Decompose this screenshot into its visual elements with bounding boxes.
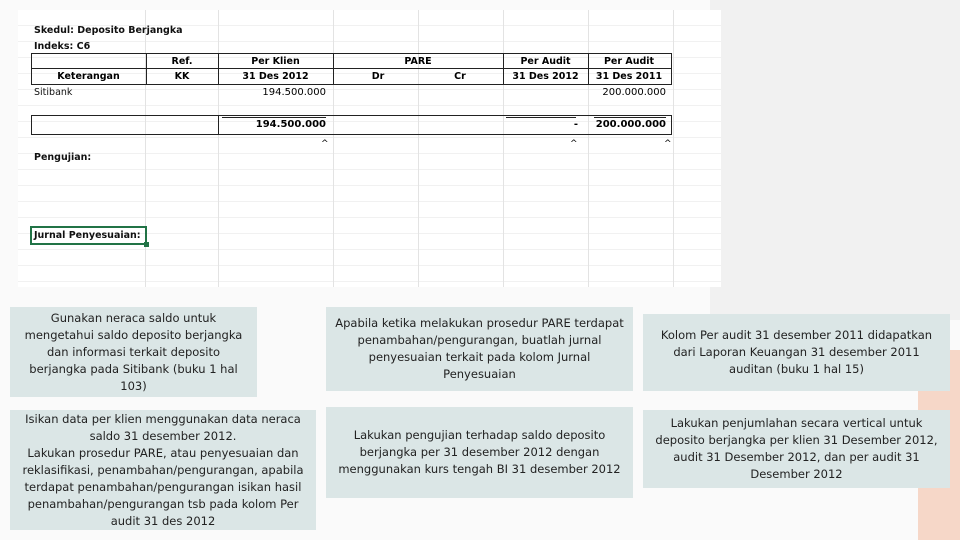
sum-line (222, 117, 326, 118)
instruction-card-5: Lakukan pengujian terhadap saldo deposito berjangka per 31 desember 2012 dengan menggunakan kurs tengah BI 31 desember 2012 (326, 407, 633, 498)
header-cr: Cr (454, 71, 466, 82)
gridline (333, 10, 334, 287)
total-per-klien: 194.500.000 (255, 119, 326, 130)
row-label-sitibank: Sitibank (34, 87, 73, 98)
header-divider (31, 68, 671, 69)
header-pare: PARE (404, 56, 432, 67)
gridline (673, 10, 674, 287)
sum-line (594, 117, 666, 118)
header-ref: Ref. (171, 56, 193, 67)
header-per-audit-2011: Per Audit (603, 56, 655, 67)
spreadsheet-screenshot (18, 10, 721, 287)
decor-top-right (710, 0, 960, 320)
gridline (418, 10, 419, 287)
header-per-audit-2012: Per Audit (520, 56, 571, 67)
total-per-audit-2012: - (573, 119, 578, 130)
header-per-klien: Per Klien (251, 56, 300, 67)
gridline (503, 10, 504, 287)
header-kk: KK (174, 71, 190, 82)
instruction-card-4: Isikan data per klien menggunakan data neraca saldo 31 desember 2012. Lakukan prosedur PARE, atau penyesuaian dan reklasifikasi, penambahan/pengurangan, apabila terdapat penambahan/pengurangan isikan hasil penambahan/pengurangan tsb pada kolom Per audit 31 des 2012 (10, 410, 316, 530)
tick-mark: ^ (664, 139, 672, 149)
tick-mark: ^ (570, 139, 578, 149)
tick-mark: ^ (321, 139, 329, 149)
jurnal-label: Jurnal Penyesuaian: (34, 230, 141, 241)
header-keterangan: Keterangan (57, 71, 120, 82)
header-per-klien-date: 31 Des 2012 (242, 71, 309, 82)
instruction-card-1: Gunakan neraca saldo untuk mengetahui saldo deposito berjangka dan informasi terkait deposito berjangka pada Sitibank (buku 1 hal 103) (10, 307, 257, 397)
instruction-card-6: Lakukan penjumlahan secara vertical untuk deposito berjangka per klien 31 Desember 2012, audit 31 Desember 2012, dan per audit 31 Desember 2012 (643, 410, 950, 488)
header-dr: Dr (371, 71, 385, 82)
cell-per-audit-2011: 200.000.000 (602, 87, 666, 98)
header-per-audit-2012-date: 31 Des 2012 (512, 71, 579, 82)
total-per-audit-2011: 200.000.000 (595, 119, 666, 130)
col-border (218, 115, 219, 135)
gridline (588, 10, 589, 287)
pengujian-label: Pengujian: (34, 152, 92, 163)
cell-per-klien: 194.500.000 (262, 87, 326, 98)
sheet-index: Indeks: C6 (34, 41, 91, 52)
header-per-audit-2011-date: 31 Des 2011 (595, 71, 663, 82)
sheet-title: Skedul: Deposito Berjangka (34, 25, 183, 36)
instruction-card-3: Kolom Per audit 31 desember 2011 didapatkan dari Laporan Keuangan 31 desember 2011 auditan (buku 1 hal 15) (643, 314, 950, 391)
gridline (218, 10, 219, 287)
sum-line (506, 117, 576, 118)
instruction-card-2: Apabila ketika melakukan prosedur PARE terdapat penambahan/pengurangan, buatlah jurnal penyesuaian terkait pada kolom Jurnal Penyesuaian (326, 307, 633, 391)
